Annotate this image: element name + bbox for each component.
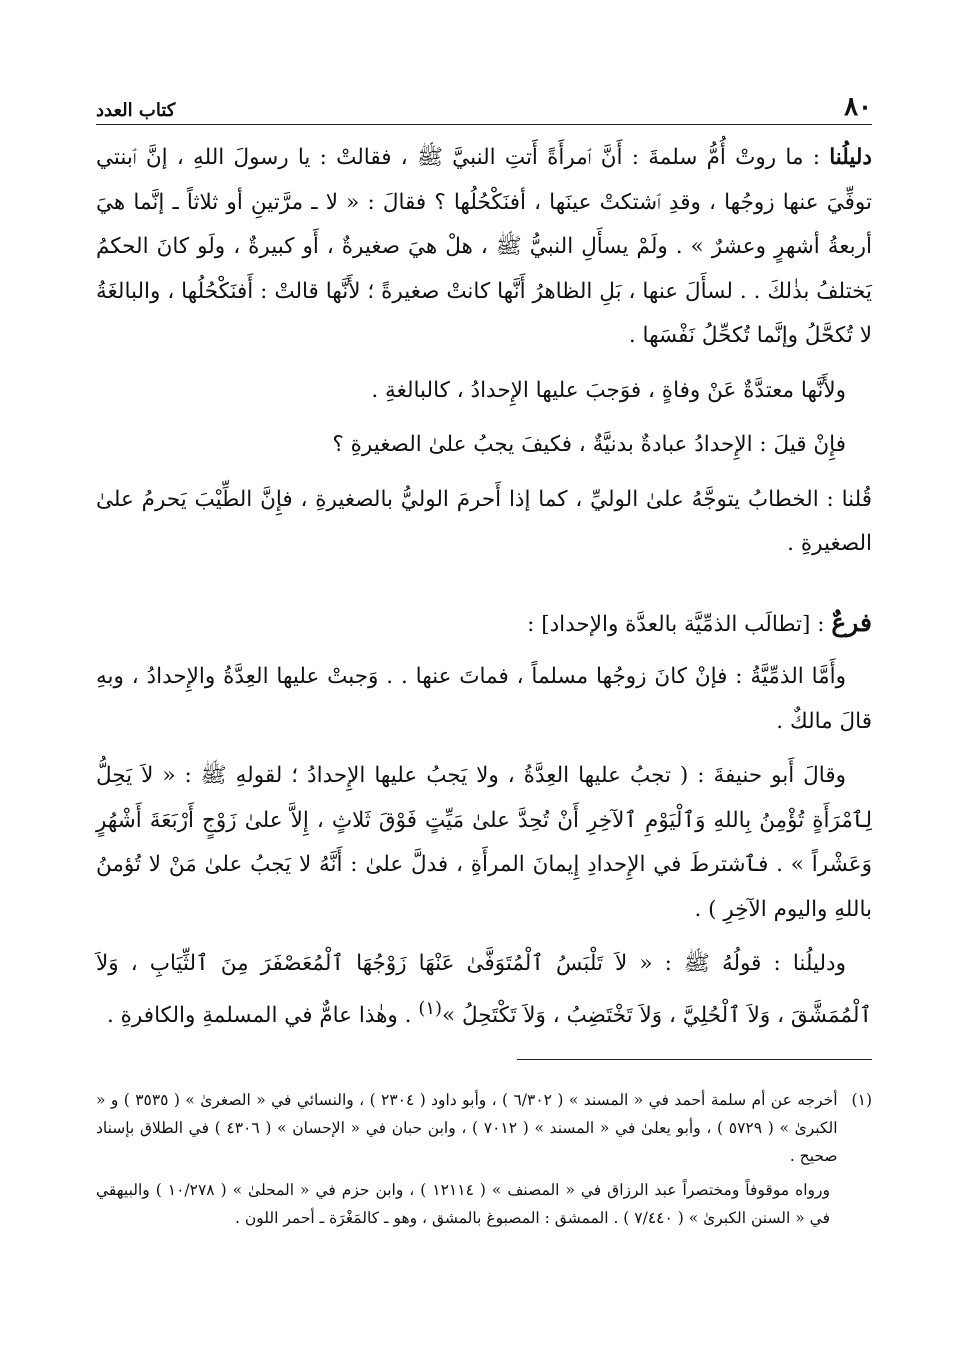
paragraph: قُلنا : الخطابُ يتوجَّهُ علىٰ الوليِّ ، كما إذا أَحرمَ الوليُّ بالصغيرةِ ، فإِنَّ الطِّيْبَ يَحرمُ علىٰ الصغيرةِ . xyxy=(96,486,872,556)
footnote-continuation: ورواه موقوفاً ومختصراً عبد الرزاق في « المصنف » ( ١٢١١٤ ) ، وابن حزم في « المحلىٰ » ( ١٠/٢٧٨ ) والبيهقي في « السنن الكبرىٰ » ( ٧/٤٤٠ ) . الممشق : المصبوغ بالمشق ، وهو ـ كالمَغْرَة ـ أحمر اللون . xyxy=(96,1181,830,1227)
footnote-text: أخرجه عن أم سلمة أحمد في « المسند » ( ٦/٣٠٢ ) ، وأبو داود ( ٢٣٠٤ ) ، والنسائي في « الصغرىٰ » ( ٣٥٣٥ ) و « الكبرىٰ » ( ٥٧٢٩ ) ، وأبو يعلىٰ في « المسند » ( ٧٠١٢ ) ، وابن حبان في « الإحسان » ( ٤٣٠٦ ) في الطلاق بإسناد صحيح . xyxy=(96,1091,838,1165)
page-number: ٨٠ xyxy=(844,92,872,122)
section-heading-text: : [تطالَب الذمِّيَّة بالعدَّة والإحداد] : xyxy=(527,611,832,637)
paragraph-evidence xyxy=(96,136,872,359)
paragraph-lead-word: ودليلُنا xyxy=(792,951,846,976)
paragraph-text: : ما روتْ أُمُّ سلمةَ : أَنَّ ٱمرأَةً أَتتِ النبيَّ ﷺ ، فقالتْ : يا رسولَ اللهِ ، إنَّ ٱبنتي توفِّيَ عنها زوجُها ، وقدِ ٱشتكتْ عينَها ، أفنَكْحُلُها ؟ فقالَ : « لا ـ مرَّتينِ أو ثلاثاً ـ إنَّما هيَ أربعةُ أشهرٍ وعشرٌ » . ولَمْ يسأَلِ النبيُّ ﷺ ، هلْ هيَ صغيرةٌ ، أَو كبيرةٌ ، ولَو كانَ الحكمُ يَختلفُ بذٰلكَ . . لسأَلَ عنها ، بَلِ الظاهرُ أَنَّها كانتْ صغيرةً ؛ لأَنَّها قالتْ : أَفنَكْحُلُها ، والبالغَةُ لا تُكحَّلُ وإنَّما تُكحِّلُ نَفْسَها . xyxy=(96,145,872,348)
paragraph: وأَمَّا الذمِّيَّةُ : فإنْ كانَ زوجُها مسلماً ، فماتَ عنها . . وَجبتْ عليها العِدَّةُ والإِحدادُ ، وبهِ قالَ مالكٌ . xyxy=(96,664,872,734)
section-heading xyxy=(96,601,872,648)
paragraph: ولأَنَّها معتدَّةٌ عَنْ وفاةٍ ، فوَجبَ عليها الإِحدادُ ، كالبالغةِ . xyxy=(371,377,846,403)
main-text xyxy=(96,136,872,1048)
footnote-item xyxy=(96,1086,872,1170)
page-header xyxy=(96,88,872,125)
paragraph-evidence xyxy=(96,942,872,1038)
paragraph-text-end: . وهٰذا عامٌّ في المسلمةِ والكافرةِ . xyxy=(107,1002,419,1028)
paragraph: وقالَ أَبو حنيفةَ : ( تجبُ عليها العِدَّةُ ، ولا يَجبُ عليها الإِحدادُ ؛ لقولهِ ﷺ : « لاَ يَحِلُّ لِٱمْرَأَةٍ تُؤْمِنُ بِاللهِ وَٱلْيَوْمِ ٱلآخِرِ أَنْ تُحِدَّ علىٰ مَيِّتٍ فَوْقَ ثَلاثٍ ، إِلاَّ علىٰ زَوْجٍ أَرْبَعَةَ أَشْهُرٍ وَعَشْراً » . فٱشترطَ في الإِحدادِ إِيمانَ المرأَةِ ، فدلَّ علىٰ : أَنَّهُ لا يَجبُ علىٰ مَنْ لا تُؤمنُ باللهِ واليوم الآخِرِ ) . xyxy=(96,763,872,922)
section-heading-word: فرعٌ xyxy=(831,607,872,637)
footnotes xyxy=(96,1086,872,1232)
paragraph-lead-word: دليلُنا xyxy=(829,145,872,170)
footnote-number: (١) xyxy=(851,1091,872,1109)
paragraph-text: : قولُهُ ﷺ : « لاَ تَلْبَسُ ٱلْمُتَوَفَّىٰ عَنْهَا زَوْجُهَا ٱلْمُعَصْفَرَ مِنَ ٱلثِّيَابِ ، وَلاَ ٱلْمُمَشَّقَ ، وَلاَ ٱلْحُلِيَّ ، وَلاَ تَخْتَضِبُ ، وَلاَ تَكْتَحِلُ » xyxy=(96,951,872,1028)
footnote-reference: (١) xyxy=(418,997,442,1019)
running-title: كتاب العدد xyxy=(96,100,176,121)
footnote-divider xyxy=(517,1059,872,1060)
paragraph: فإِنْ قيلَ : الإِحدادُ عبادةٌ بدنيَّةٌ ، فكيفَ يجبُ علىٰ الصغيرةِ ؟ xyxy=(332,432,846,457)
